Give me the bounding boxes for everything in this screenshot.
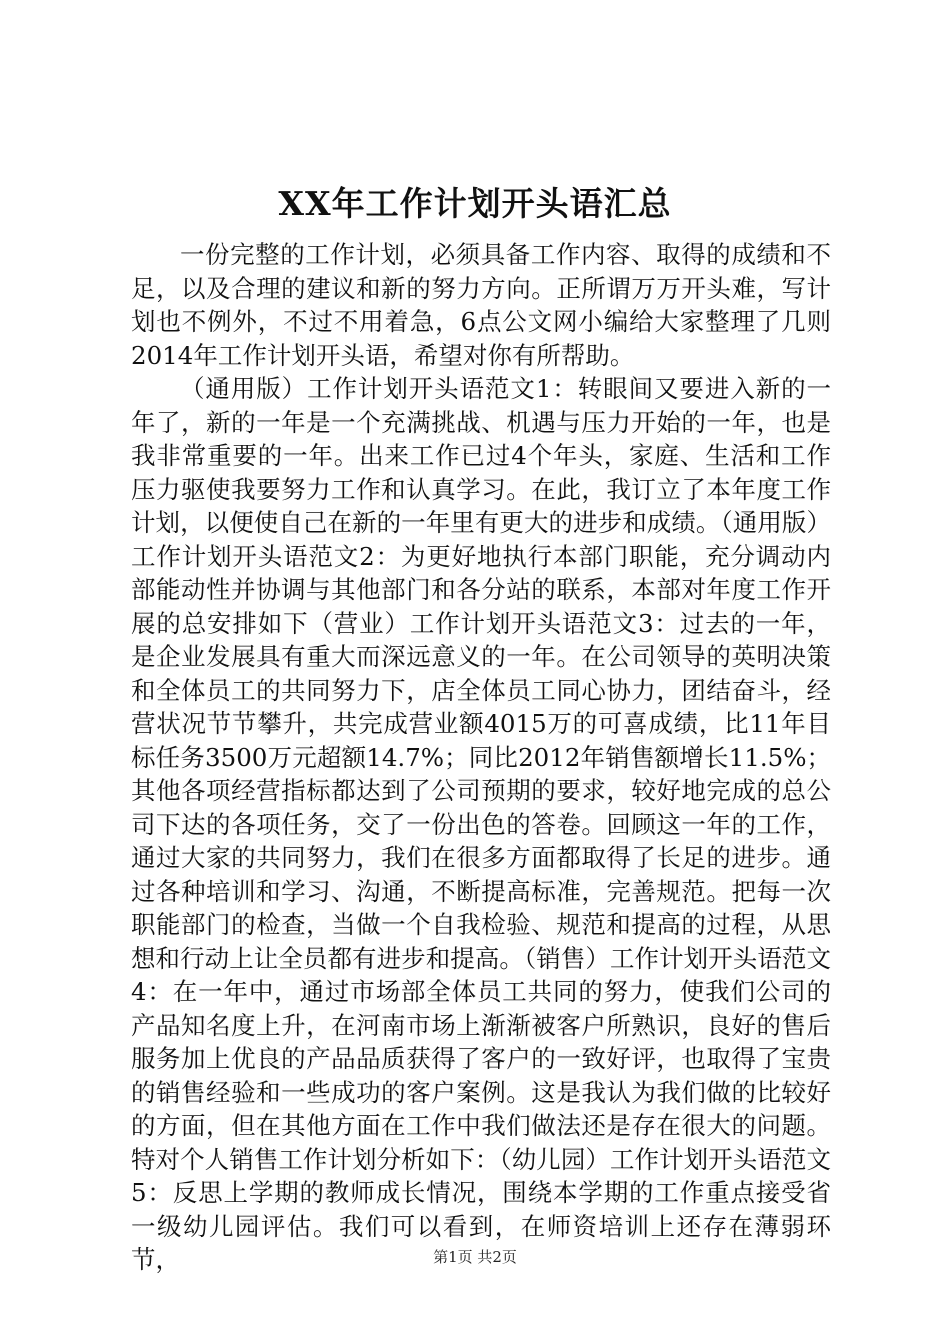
body-paragraph: （通用版）工作计划开头语范文1：转眼间又要进入新的一年了，新的一年是一个充满挑战、机遇与压力开始的一年，也是我非常重要的一年。出来工作已过4个年头，家庭、生活和工作压力驱使我要努力工作和认真学习。在此，我订立了本年度工作计划，以便使自己在新的一年里有更大的进步和成绩。（通用版）工作计划开头语范文2：为更好地执行本部门职能，充分调动内部能动性并协调与其他部门和各分站的联系，本部对年度工作开展的总安排如下（营业）工作计划开头语范文3：过去的一年，是企业发展具有重大而深远意义的一年。在公司领导的英明决策和全体员工的共同努力下，店全体员工同心协力，团结奋斗，经营状况节节攀升，共完成营业额4015万的可喜成绩，比11年目标任务3500万元超额14.7%；同比2012年销售额增长11.5%；其他各项经营指标都达到了公司预期的要求，较好地完成的总公司下达的各项任务，交了一份出色的答卷。回顾这一年的工作，通过大家的共同努力，我们在很多方面都取得了长足的进步。通过各种培训和学习、沟通，不断提高标准，完善规范。把每一次职能部门的检查，当做一个自我检验、规范和提高的过程，从思想和行动上让全员都有进步和提高。（销售）工作计划开头语范文4：在一年中，通过市场部全体员工共同的努力，使我们公司的产品知名度上升，在河南市场上渐渐被客户所熟识，良好的售后服务加上优良的产品品质获得了客户的一致好评，也取得了宝贵的销售经验和一些成功的客户案例。这是我认为我们做的比较好的方面，但在其他方面在工作中我们做法还是存在很大的问题。特对个人销售工作计划分析如下：（幼儿园）工作计划开头语范文5：反思上学期的教师成长情况，围绕本学期的工作重点接受省一级幼儿园评估。我们可以看到，在师资培训上还存在薄弱环节， bbox=[131, 374, 831, 1274]
page-footer: 第1页 共2页 bbox=[433, 1248, 517, 1266]
document-body bbox=[131, 238, 831, 1277]
intro-paragraph: 一份完整的工作计划，必须具备工作内容、取得的成绩和不足，以及合理的建议和新的努力方向。正所谓万万开头难，写计划也不例外，不过不用着急，6点公文网小编给大家整理了几则2014年工作计划开头语，希望对你有所帮助。 bbox=[131, 240, 831, 370]
document-title: XX年工作计划开头语汇总 bbox=[278, 184, 672, 223]
